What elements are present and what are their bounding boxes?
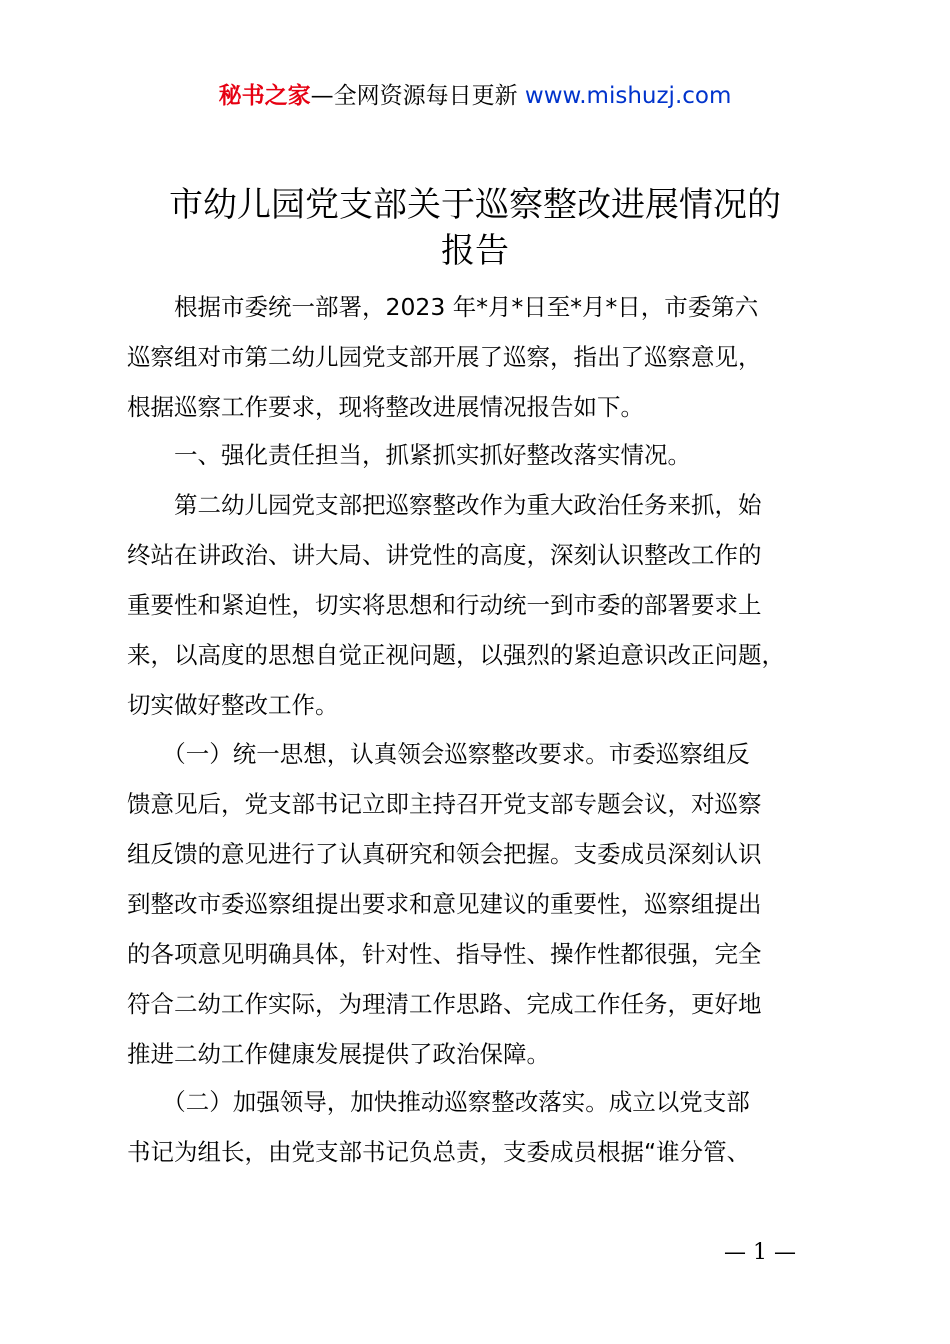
paragraph-subsection-1 xyxy=(127,729,833,1079)
text-line: 切实做好整改工作。 xyxy=(127,691,339,719)
text-line: 到整改市委巡察组提出要求和意见建议的重要性，巡察组提出 xyxy=(127,890,762,918)
site-url-link[interactable]: www.mishuzj.com xyxy=(524,83,732,109)
text-line: （一）统一思想，认真领会巡察整改要求。市委巡察组反 xyxy=(127,740,750,768)
text-line: 书记为组长，由党支部书记负总责，支委成员根据“谁分管、 xyxy=(127,1138,751,1166)
text-line: 巡察组对市第二幼儿园党支部开展了巡察，指出了巡察意见， xyxy=(127,343,762,371)
page-number: — 1 — xyxy=(724,1240,796,1265)
text-line: 根据市委统一部署，2023 年*月*日至*月*日，市委第六 xyxy=(127,293,759,321)
site-header xyxy=(0,78,950,114)
text-line: 来，以高度的思想自觉正视问题，以强烈的紧迫意识改正问题， xyxy=(127,641,785,669)
title-line-2: 报告 xyxy=(441,231,509,271)
text-line: 组反馈的意见进行了认真研究和领会把握。支委成员深刻认识 xyxy=(127,840,762,868)
text-line: 终站在讲政治、讲大局、讲党性的高度，深刻认识整改工作的 xyxy=(127,541,762,569)
text-line: 符合二幼工作实际，为理清工作思路、完成工作任务，更好地 xyxy=(127,990,762,1018)
paragraph-section-1 xyxy=(127,480,833,730)
text-line: 第二幼儿园党支部把巡察整改作为重大政治任务来抓，始 xyxy=(127,491,762,519)
text-line: 馈意见后，党支部书记立即主持召开党支部专题会议，对巡察 xyxy=(127,790,762,818)
text-line: 推进二幼工作健康发展提供了政治保障。 xyxy=(127,1040,550,1068)
site-brand: 秘书之家 xyxy=(218,83,311,109)
paragraph-subsection-2 xyxy=(127,1077,833,1177)
site-tagline: —全网资源每日更新 xyxy=(310,83,518,109)
document-title xyxy=(0,182,950,274)
text-line: （二）加强领导，加快推动巡察整改落实。成立以党支部 xyxy=(127,1088,750,1116)
text-line: 的各项意见明确具体，针对性、指导性、操作性都很强，完全 xyxy=(127,940,762,968)
text-line: 根据巡察工作要求，现将整改进展情况报告如下。 xyxy=(127,393,644,421)
section-heading-1 xyxy=(127,430,833,480)
text-line: 一、强化责任担当，抓紧抓实抓好整改落实情况。 xyxy=(127,441,691,469)
title-line-1: 市幼儿园党支部关于巡察整改进展情况的 xyxy=(169,185,781,225)
text-line: 重要性和紧迫性，切实将思想和行动统一到市委的部署要求上 xyxy=(127,591,762,619)
paragraph-intro xyxy=(127,282,833,432)
